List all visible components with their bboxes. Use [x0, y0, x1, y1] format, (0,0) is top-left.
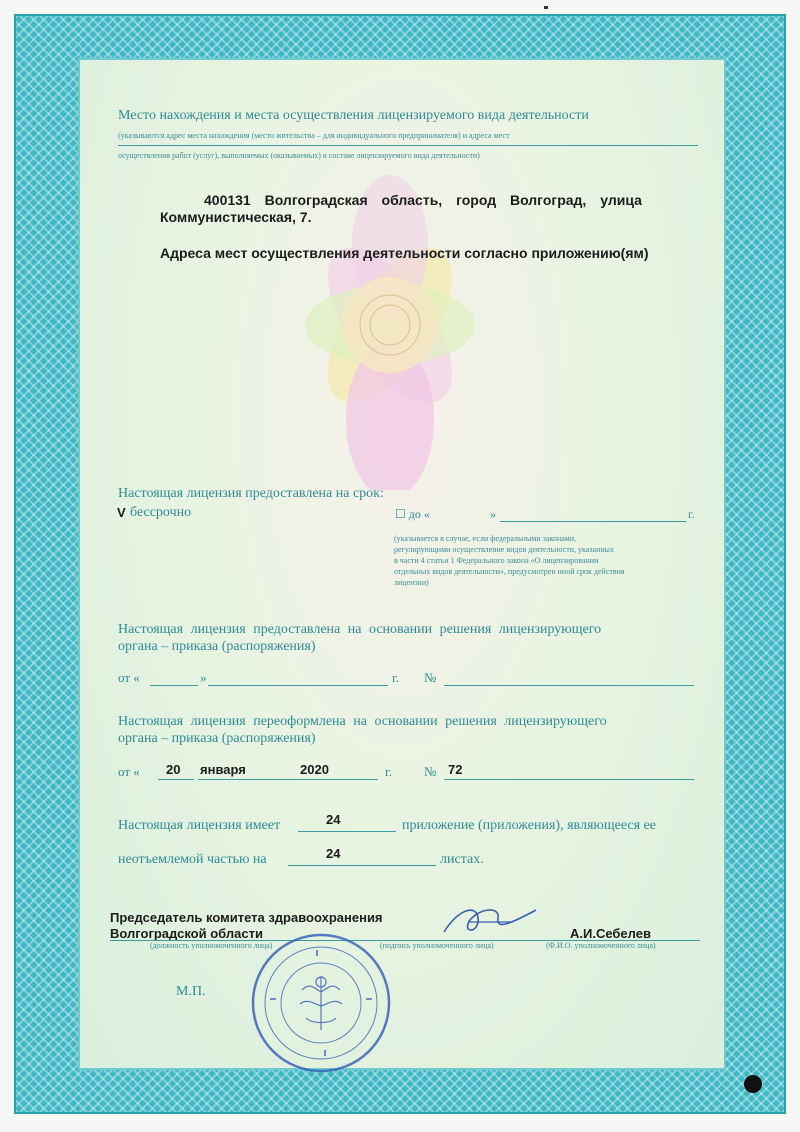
reissue-num-value: 72 [448, 762, 463, 777]
grant-num-rule [444, 685, 694, 686]
appendix-count-rule [298, 831, 396, 832]
reissue-day: 20 [166, 762, 181, 777]
term-hint-5: лицензии) [394, 578, 429, 587]
appendix-prefix: Настоящая лицензия имеет [118, 818, 281, 833]
reissue-line-1: Настоящая лицензия переоформлена на основании решения лицензирующего [118, 714, 607, 729]
signatory-position-1: Председатель комитета здравоохранения [110, 910, 383, 925]
reissue-num: № [424, 764, 437, 779]
until-label: ☐ до « [395, 507, 430, 521]
indefinite-label: бессрочно [130, 505, 192, 520]
address-line-2: Коммунистическая, 7. [160, 209, 312, 225]
official-seal-image [250, 932, 392, 1074]
location-hint-line2: осуществления работ (услуг), выполняемых (оказываемых) в составе лицензируемого вида деятельности) [118, 151, 480, 160]
appendix-prefix-2: неотъемлемой частью на [118, 852, 267, 867]
term-hint-4: отдельных видов деятельности», предусмотрен иной срок действия [394, 567, 625, 576]
appendix-suffix: приложение (приложения), являющееся ее [402, 818, 656, 833]
until-rule [500, 521, 686, 522]
hint-name: (Ф.И.О. уполномоченного лица) [546, 941, 656, 950]
reissue-month: января [200, 762, 246, 777]
grant-date-rule [208, 685, 388, 686]
reissue-year-value: 2020 [300, 762, 329, 777]
hint-signature: (подпись уполномоченного лица) [380, 941, 494, 950]
hint-position: (должность уполномоченного лица) [150, 941, 273, 950]
reissue-line-2: органа – приказа (распоряжения) [118, 731, 316, 746]
appendix-suffix-2: листах. [440, 852, 484, 867]
grant-year: г. [392, 670, 400, 685]
grant-close: » [200, 670, 207, 685]
grant-from: от « [118, 670, 140, 685]
grant-day-rule [150, 685, 198, 686]
term-label: Настоящая лицензия предоставлена на срок: [118, 486, 384, 501]
scan-speck [544, 6, 548, 9]
appendix-sheets-rule [288, 865, 436, 866]
location-hint-line1: (указываются адрес места нахождения (место жительства – для индивидуального предпринимателя) и адреса мест [118, 131, 510, 140]
reissue-year: г. [385, 764, 393, 779]
reissue-from: от « [118, 764, 140, 779]
term-hint-2: регулирующими осуществление видов деятельности, указанных [394, 545, 615, 554]
appendix-sheets: 24 [326, 846, 341, 861]
grant-line-1: Настоящая лицензия предоставлена на основании решения лицензирующего [118, 622, 602, 637]
hint-rule-1 [118, 145, 698, 146]
stamp-place: М.П. [176, 984, 206, 999]
term-hint-1: (указывается в случае, если федеральными законами, [394, 534, 577, 543]
grant-line-2: органа – приказа (распоряжения) [118, 639, 316, 654]
signature-image [440, 902, 540, 938]
binding-hole [744, 1075, 762, 1093]
location-heading: Место нахождения и места осуществления лицензируемого вида деятельности [118, 108, 589, 123]
address-line-1: 400131 Волгоградская область, город Волгоград, улица [204, 192, 642, 208]
reissue-day-rule [158, 779, 194, 780]
signatory-name: А.И.Себелев [570, 926, 651, 941]
grant-num: № [424, 670, 437, 685]
until-close: » [490, 507, 496, 521]
reissue-num-rule [444, 779, 694, 780]
term-hint-3: в части 4 статьи 1 Федерального закона «О лицензировании [394, 556, 599, 565]
address-note: Адреса мест осуществления деятельности согласно приложению(ям) [160, 245, 649, 261]
indefinite-check: V [117, 505, 126, 520]
reissue-date-rule [198, 779, 378, 780]
until-year: г. [688, 507, 695, 521]
appendix-count: 24 [326, 812, 341, 827]
signatory-position-2: Волгоградской области [110, 926, 263, 941]
